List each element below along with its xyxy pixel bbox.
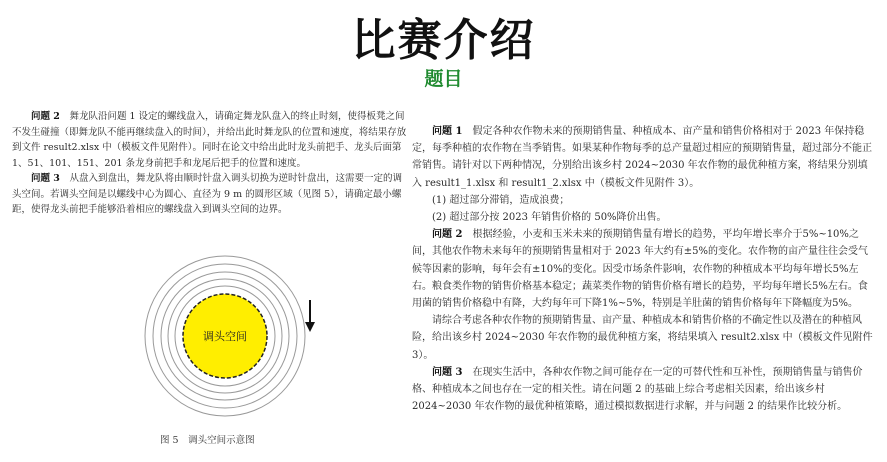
question-2-paragraph [412,226,874,312]
problem-2-label: 问题 2 [31,111,60,122]
page-title: 比赛介绍 [351,15,536,66]
question-3-text: 在现实生活中，各种农作物之间可能存在一定的可替代性和互补性，预期销售量与销售价格、种植成本之间也存在一定的相关性。请在问题 2 的基础上综合考虑相关因素，给出该乡村 2024~2030 年农作物的最优种植策略，通过模拟数据进行求解，并与问题 2 的结果作比较分析。 [412,366,863,413]
question-1-case-1: (1) 超过部分滞销，造成浪费； [432,194,570,206]
question-2-paragraph-2: 请综合考虑各种农作物的预期销售量、亩产量、种植成本和销售价格的不确定性以及潜在的种植风险，给出该乡村 2024~2030 年农作物的最优种植方案，将结果填入 result2.xlsx 中（模板文件见附件 3）。 [412,315,873,361]
problem-3-label: 问题 3 [31,173,60,184]
question-3-label: 问题 3 [432,366,463,378]
question-2-text: 根据经验，小麦和玉米未来的预期销售量有增长的趋势，平均年增长率介于5%~10%之间，其他农作物未来每年的预期销售量相对于 2023 年大约有±5%的变化。农作物的亩产量往往会受气候等因素的影响，每年会有±10%的变化。因受市场条件影响，农作物的种植成本平均每年增长5%左右。粮食类作物的销售价格基本稳定；蔬菜类作物的销售价格有增长的趋势，平均每年增长5%左右。食用菌的销售价格稳中有降，大约每年可下降1%~5%，特别是羊肚菌的销售价格每年下降幅度为5%。 [412,229,869,310]
figure-caption: 图 5 调头空间示意图 [160,435,255,446]
problem-3-paragraph [12,171,407,218]
question-1-paragraph [412,123,874,192]
right-problem-panel [412,123,874,415]
question-2-label: 问题 2 [432,229,463,241]
question-3-paragraph [412,364,874,416]
question-1-text: 假定各种农作物未来的预期销售量、种植成本、亩产量和销售价格相对于 2023 年保持稳定，每季种植的农作物在当季销售。如果某种作物每季的总产量超过相应的预期销售量，超过部分不能正常销售。请针对以下两种情况，分别给出该乡村 2024~2030 年农作物的最优种植方案，将结果分别填入 result1_1.xlsx 和 result1_2.xlsx 中（模板文件见附件 3）。 [412,126,872,189]
left-problem-panel [12,109,407,218]
direction-arrow-icon [305,300,315,332]
turn-space-label: 调头空间 [203,330,247,343]
problem-2-paragraph [12,109,407,171]
question-1-label: 问题 1 [432,126,463,137]
section-subtitle: 题目 [424,68,463,90]
problem-3-text: 从盘入到盘出，舞龙队将由顺时针盘入调头切换为逆时针盘出，这需要一定的调头空间。若调头空间是以螺线中心为圆心、直径为 9 m 的圆形区域（见图 5），请确定最小螺距，使得龙头前把手能够沿着相应的螺线盘入到调头空间的边界。 [12,173,402,215]
question-1-case-2: (2) 超过部分按 2023 年销售价格的 50%降价出售。 [432,212,667,224]
turn-space-diagram [118,252,333,427]
problem-2-text: 舞龙队沿问题 1 设定的螺线盘入，请确定舞龙队盘入的终止时刻，使得板凳之间不发生碰撞（即舞龙队不能再继续盘入的时间），并给出此时舞龙队的位置和速度，将结果存放到文件 result2.xlsx 中（模板文件见附件）。同时在论文中给出此时龙头前把手、龙头后面第 1、51、101、151、201 条龙身前把手和龙尾后把手的位置和速度。 [12,111,407,169]
